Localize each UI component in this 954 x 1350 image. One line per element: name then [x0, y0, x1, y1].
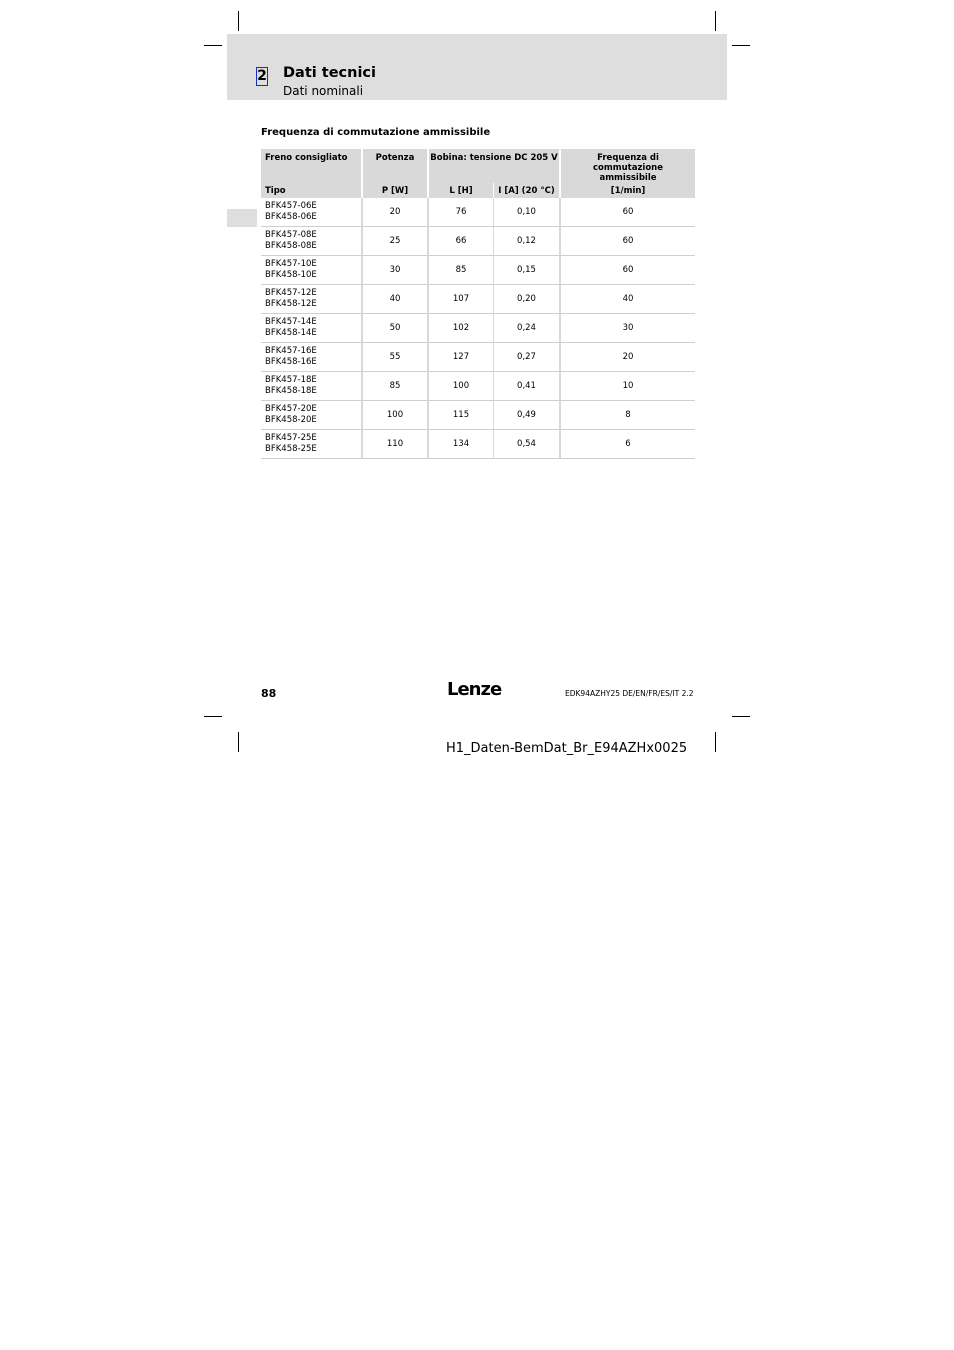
type-line: BFK457-08E — [265, 229, 317, 240]
switching-frequency-table — [261, 149, 695, 459]
cell-inductance: 127 — [427, 343, 493, 372]
header-frequency-unit: [1/min] — [559, 183, 695, 198]
table-row — [261, 285, 695, 314]
crop-mark — [238, 11, 239, 31]
cell-inductance: 102 — [427, 314, 493, 343]
cell-inductance: 107 — [427, 285, 493, 314]
cell-inductance: 76 — [427, 198, 493, 227]
header-coil: Bobina: tensione DC 205 V — [427, 149, 559, 183]
cell-inductance: 66 — [427, 227, 493, 256]
type-line: BFK457-12E — [265, 287, 317, 298]
table-row — [261, 198, 695, 227]
table-row — [261, 256, 695, 285]
crop-mark — [204, 45, 222, 46]
type-line: BFK458-10E — [265, 270, 317, 280]
cell-current: 0,27 — [493, 343, 559, 372]
cell-frequency: 60 — [559, 198, 695, 227]
cell-frequency: 40 — [559, 285, 695, 314]
cell-current: 0,54 — [493, 430, 559, 459]
type-line: BFK457-20E — [265, 403, 317, 414]
cell-inductance: 134 — [427, 430, 493, 459]
section-title: Frequenza di commutazione ammissibile — [261, 127, 491, 138]
type-line: BFK458-25E — [265, 444, 317, 454]
table-row — [261, 401, 695, 430]
cell-inductance: 85 — [427, 256, 493, 285]
type-line: BFK458-08E — [265, 241, 317, 251]
header-frequency-line2: ammissibile — [599, 173, 657, 183]
header-brake: Freno consigliato — [261, 149, 361, 183]
cell-current: 0,10 — [493, 198, 559, 227]
cell-frequency: 6 — [559, 430, 695, 459]
cell-power: 100 — [361, 401, 427, 430]
cell-power: 50 — [361, 314, 427, 343]
chapter-title: Dati tecnici — [283, 65, 376, 81]
table-row — [261, 227, 695, 256]
cell-current: 0,12 — [493, 227, 559, 256]
table-row — [261, 314, 695, 343]
chapter-subtitle: Dati nominali — [283, 84, 364, 98]
cell-type — [261, 314, 361, 343]
cell-power: 30 — [361, 256, 427, 285]
cell-type — [261, 227, 361, 256]
crop-mark — [732, 45, 750, 46]
cell-type — [261, 430, 361, 459]
crop-mark — [732, 716, 750, 717]
table-row — [261, 430, 695, 459]
cell-power: 55 — [361, 343, 427, 372]
type-line: BFK458-18E — [265, 386, 317, 396]
cell-current: 0,15 — [493, 256, 559, 285]
cell-type — [261, 285, 361, 314]
cell-type — [261, 372, 361, 401]
page-number: 88 — [261, 687, 277, 700]
type-line: BFK457-06E — [265, 200, 317, 211]
cell-frequency: 60 — [559, 256, 695, 285]
cell-frequency: 60 — [559, 227, 695, 256]
cell-frequency: 20 — [559, 343, 695, 372]
file-label: H1_Daten-BemDat_Br_E94AZHx0025 — [446, 741, 688, 756]
header-current: I [A] (20 °C) — [493, 183, 559, 198]
type-line: BFK457-18E — [265, 374, 317, 385]
cell-inductance: 115 — [427, 401, 493, 430]
type-line: BFK458-06E — [265, 212, 317, 222]
type-line: BFK457-14E — [265, 316, 317, 327]
document-code: EDK94AZHY25 DE/EN/FR/ES/IT 2.2 — [565, 689, 694, 698]
crop-mark — [715, 11, 716, 31]
cell-current: 0,24 — [493, 314, 559, 343]
cell-type — [261, 343, 361, 372]
header-frequency-line1: Frequenza di commutazione — [593, 153, 663, 173]
header-type: Tipo — [261, 183, 361, 198]
type-line: BFK457-25E — [265, 432, 317, 443]
cell-current: 0,49 — [493, 401, 559, 430]
type-line: BFK458-16E — [265, 357, 317, 367]
cell-power: 85 — [361, 372, 427, 401]
cell-power: 20 — [361, 198, 427, 227]
cell-type — [261, 256, 361, 285]
header-power-unit: P [W] — [361, 183, 427, 198]
header-power: Potenza — [361, 149, 427, 183]
side-tab — [227, 209, 257, 227]
crop-mark — [238, 732, 239, 752]
lenze-logo: Lenze — [447, 679, 502, 700]
cell-frequency: 10 — [559, 372, 695, 401]
cell-current: 0,41 — [493, 372, 559, 401]
table-row — [261, 372, 695, 401]
header-inductance: L [H] — [427, 183, 493, 198]
cell-inductance: 100 — [427, 372, 493, 401]
type-line: BFK457-10E — [265, 258, 317, 269]
cell-type — [261, 198, 361, 227]
cell-current: 0,20 — [493, 285, 559, 314]
header-frequency — [559, 149, 695, 183]
type-line: BFK458-20E — [265, 415, 317, 425]
cell-frequency: 8 — [559, 401, 695, 430]
type-line: BFK457-16E — [265, 345, 317, 356]
cell-power: 110 — [361, 430, 427, 459]
table-row — [261, 343, 695, 372]
chapter-number: 2 — [257, 68, 267, 84]
cell-frequency: 30 — [559, 314, 695, 343]
cell-power: 25 — [361, 227, 427, 256]
type-line: BFK458-12E — [265, 299, 317, 309]
type-line: BFK458-14E — [265, 328, 317, 338]
crop-mark — [204, 716, 222, 717]
cell-power: 40 — [361, 285, 427, 314]
crop-mark — [715, 732, 716, 752]
cell-type — [261, 401, 361, 430]
